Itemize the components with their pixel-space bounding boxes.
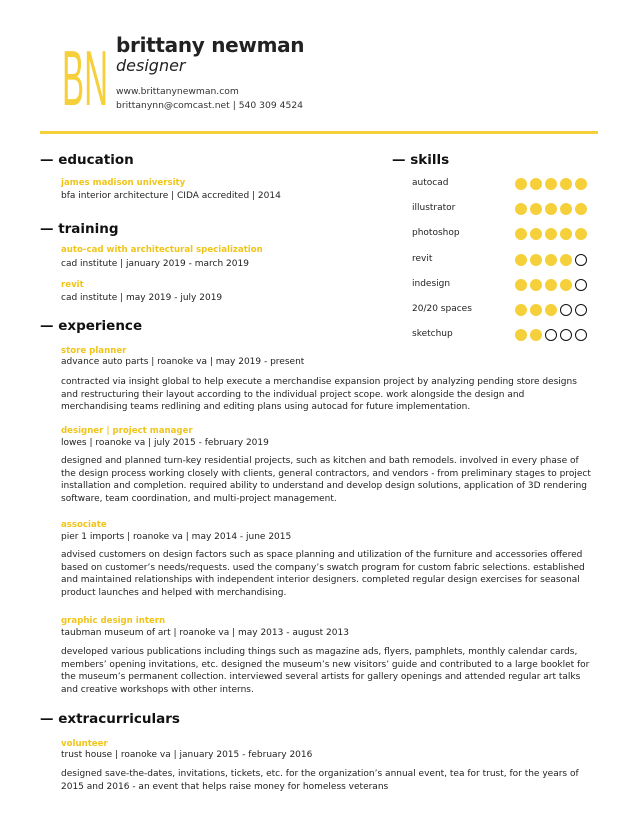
rating-dot-filled: [560, 279, 572, 291]
job-title: graphic design intern: [61, 616, 166, 626]
education-heading: — education: [40, 152, 134, 168]
rating-dot-empty: [545, 329, 557, 341]
job-description: developed various publications including things such as magazine ads, flyers, pamphlets, monthly calendar cards, members’ opening invitations, etc. designed the museum’s new visitors’ guide and contributed to a large booklet for the museum’s permanent collection. interviewed several artists for gallery openings and attended regular art talks and creative workshops with other interns.: [61, 647, 590, 695]
rating-dot-filled: [530, 254, 542, 266]
skill-row: [412, 228, 587, 242]
rating-dot-filled: [560, 254, 572, 266]
rating-dot-empty: [560, 304, 572, 316]
rating-dot-filled: [560, 178, 572, 190]
training-title: revit: [61, 280, 84, 290]
education-degree: bfa interior architecture | CIDA accredited | 2014: [61, 191, 281, 201]
candidate-role: designer: [116, 56, 186, 75]
candidate-name: brittany newman: [116, 33, 305, 57]
rating-dot-filled: [575, 203, 587, 215]
skill-label: sketchup: [412, 329, 453, 340]
job-meta: pier 1 imports | roanoke va | may 2014 - june 2015: [61, 532, 292, 542]
skill-label: 20/20 spaces: [412, 304, 472, 314]
extracurricular-title: volunteer: [61, 739, 108, 749]
rating-dot-filled: [545, 254, 557, 266]
job-title: store planner: [61, 346, 127, 356]
job-meta: lowes | roanoke va | july 2015 - february 2019: [61, 438, 269, 448]
rating-dot-filled: [575, 228, 587, 240]
rating-dot-filled: [545, 304, 557, 316]
rating-dot-filled: [515, 279, 527, 291]
job-meta: taubman museum of art | roanoke va | may 2013 - august 2013: [61, 628, 349, 638]
skill-row: [412, 329, 587, 343]
job-meta: advance auto parts | roanoke va | may 2019 - present: [61, 357, 305, 367]
skill-row: [412, 178, 587, 192]
skill-row: [412, 254, 587, 268]
skills-heading: — skills: [392, 152, 450, 168]
job-description: contracted via insight global to help execute a merchandise expansion project by analyzing pending store designs and restructuring their layout according to the individual project scope. work alongside the design and merchandising teams redlining and editing plans using autocad for future implementation.: [61, 377, 577, 413]
skill-rating: [515, 254, 587, 266]
job-description: advised customers on design factors such as space planning and utilization of the furniture and accessories offered based on customer’s needs/requests. used the company’s swatch program for custom fabric selections. established and maintained relationships with independent interior designers. completed regular design exercises for seasonal product launches and helped with merchandising.: [61, 550, 585, 598]
rating-dot-filled: [530, 203, 542, 215]
training-title: auto-cad with architectural specialization: [61, 245, 263, 255]
monogram-text: BN: [62, 34, 108, 109]
education-school: james madison university: [61, 178, 186, 188]
rating-dot-filled: [545, 178, 557, 190]
skill-row: [412, 304, 587, 318]
rating-dot-filled: [530, 279, 542, 291]
rating-dot-filled: [530, 228, 542, 240]
job-title: associate: [61, 520, 107, 530]
rating-dot-empty: [575, 279, 587, 291]
skill-rating: [515, 228, 587, 240]
extracurricular-description: designed save-the-dates, invitations, tickets, etc. for the organization’s annual event, tea for trust, for the years of 2015 and 2016 - an event that helps raise money for homeless veterans: [61, 769, 579, 792]
training-detail: cad institute | may 2019 - july 2019: [61, 293, 223, 303]
rating-dot-filled: [530, 178, 542, 190]
rating-dot-filled: [515, 203, 527, 215]
extracurriculars-heading: — extracurriculars: [40, 711, 180, 727]
rating-dot-filled: [515, 254, 527, 266]
rating-dot-filled: [560, 203, 572, 215]
skill-rating: [515, 329, 587, 341]
rating-dot-filled: [560, 228, 572, 240]
skill-rating: [515, 203, 587, 215]
rating-dot-filled: [515, 228, 527, 240]
rating-dot-filled: [515, 329, 527, 341]
experience-heading: — experience: [40, 318, 143, 334]
rating-dot-filled: [545, 228, 557, 240]
skill-rating: [515, 279, 587, 291]
rating-dot-filled: [530, 304, 542, 316]
rating-dot-empty: [575, 254, 587, 266]
skill-rating: [515, 304, 587, 316]
rating-dot-filled: [545, 279, 557, 291]
rating-dot-filled: [515, 304, 527, 316]
skill-label: photoshop: [412, 228, 460, 239]
rating-dot-filled: [530, 329, 542, 341]
contact-line[interactable]: brittanynn@comcast.net | 540 309 4524: [116, 100, 304, 111]
rating-dot-empty: [575, 304, 587, 316]
skill-row: [412, 203, 587, 217]
header-divider: [40, 131, 598, 134]
monogram-logo: [62, 31, 108, 109]
skill-rating: [515, 178, 587, 190]
rating-dot-empty: [560, 329, 572, 341]
rating-dot-filled: [545, 203, 557, 215]
website-link[interactable]: www.brittanynewman.com: [116, 86, 239, 97]
extracurricular-meta: trust house | roanoke va | january 2015 - february 2016: [61, 750, 313, 760]
rating-dot-filled: [515, 178, 527, 190]
skill-label: illustrator: [412, 203, 456, 214]
skill-label: autocad: [412, 178, 449, 188]
job-description: designed and planned turn-key residential projects, such as kitchen and bath remodels. involved in every phase of the design process working closely with clients, general contractors, and vendors - from preliminary stages to project installation and completion. required ability to understand and develop design solutions, application of 3D rendering software, team coordination, and multi-project management.: [61, 456, 591, 504]
skill-row: [412, 279, 587, 293]
skill-label: revit: [412, 253, 433, 264]
skill-label: indesign: [412, 278, 451, 289]
job-title: designer | project manager: [61, 426, 193, 436]
training-heading: — training: [40, 221, 119, 237]
rating-dot-filled: [575, 178, 587, 190]
rating-dot-empty: [575, 329, 587, 341]
training-detail: cad institute | january 2019 - march 2019: [61, 259, 249, 269]
